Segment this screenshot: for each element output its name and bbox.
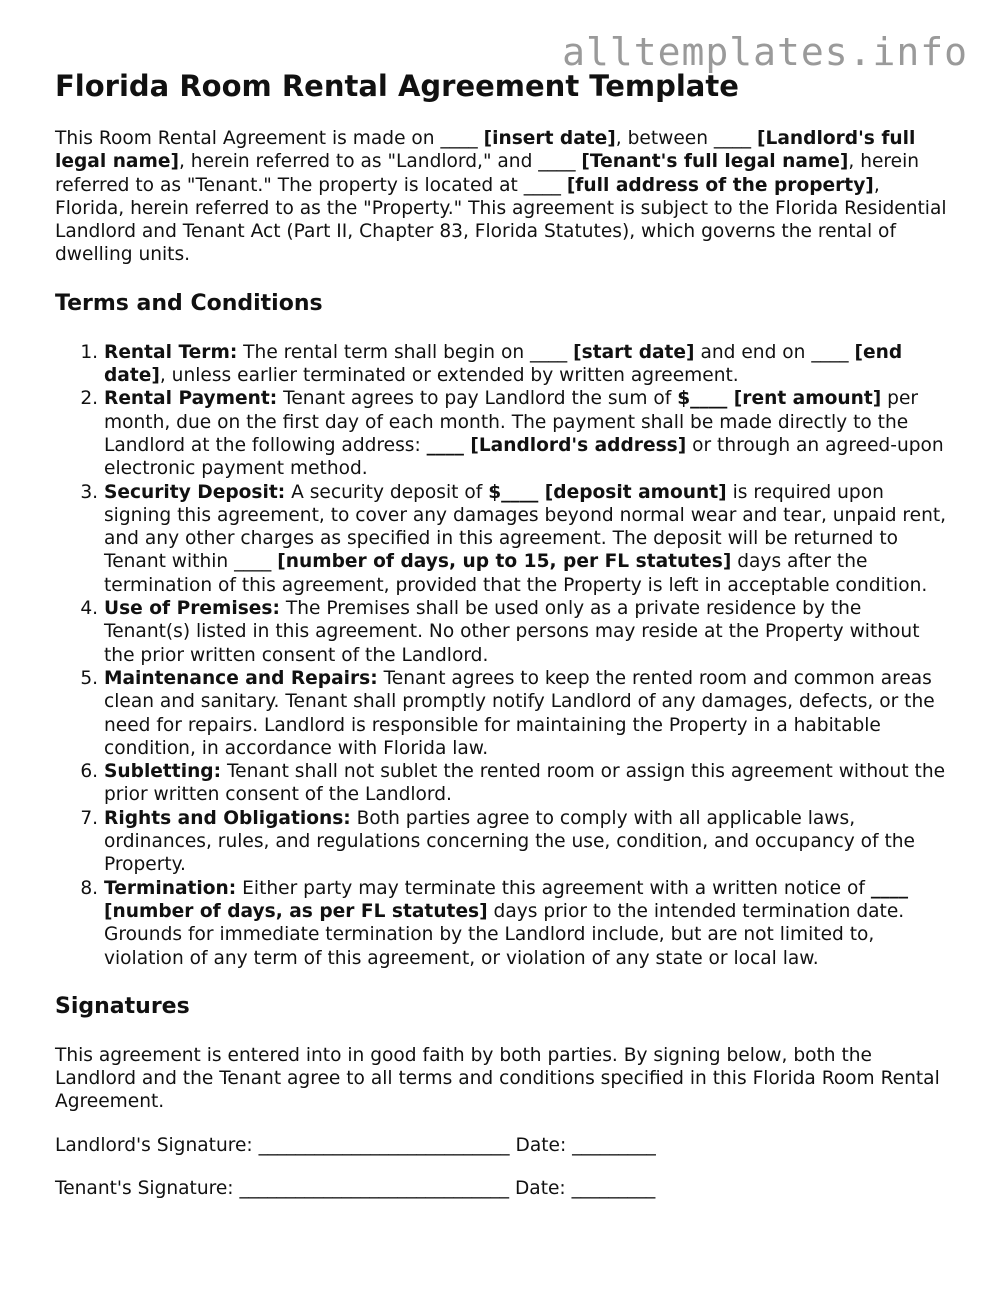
placeholder-deposit-amount: $____ [deposit amount]	[488, 481, 727, 503]
terms-heading: Terms and Conditions	[55, 290, 323, 316]
term-text: A security deposit of	[285, 481, 489, 503]
document-page	[55, 66, 950, 1200]
placeholder-tenant-name: [Tenant's full legal name]	[581, 151, 849, 173]
tenant-signature-line: Tenant's Signature: _____________________________ Date: _________	[55, 1177, 656, 1199]
term-text: The rental term shall begin on ____	[237, 341, 574, 363]
placeholder-landlord-name: [Landlord's full legal name]	[55, 128, 916, 173]
intro-text: This Room Rental Agreement is made on ____	[55, 128, 484, 149]
placeholder-insert-date: [insert date]	[483, 128, 616, 149]
term-text: is required upon signing this agreement, to cover any damages beyond normal wear and tear, unpaid rent, and any other charges as specified in this agreement. The deposit will be returned to Tenant within ____	[104, 481, 947, 573]
placeholder-landlord-address: ____ [Landlord's address]	[426, 434, 687, 456]
term-rights-obligations	[104, 807, 950, 877]
placeholder-property-address: [full address of the property]	[566, 174, 874, 196]
term-text: per month, due on the first day of each month. The payment shall be made directly to the Landlord at the following address:	[104, 388, 919, 456]
term-text: days after the termination of this agreement, provided that the Property is left in acceptable condition.	[104, 551, 928, 596]
term-text: , unless earlier terminated or extended by written agreement.	[159, 365, 739, 387]
term-text: The Premises shall be used only as a private residence by the Tenant(s) listed in this agreement. No other persons may reside at the Property without the prior written consent of the Landlord.	[104, 598, 920, 666]
placeholder-notice-days: ____ [number of days, as per FL statutes]	[104, 877, 909, 922]
terms-list	[55, 341, 950, 970]
term-text: or through an agreed-upon electronic payment method.	[104, 434, 944, 480]
term-rental-term	[104, 341, 950, 388]
placeholder-start-date: [start date]	[573, 341, 695, 363]
signatures-paragraph: This agreement is entered into in good faith by both parties. By signing below, both the Landlord and the Tenant agree to all terms and conditions specified in this Florida Room Rental Agreement.	[55, 1044, 940, 1113]
term-text: and end on ____	[694, 341, 855, 363]
term-label: Rights and Obligations:	[104, 807, 351, 829]
intro-text: , between ____	[615, 128, 758, 149]
intro-text: , herein referred to as "Tenant." The property is located at ____	[55, 151, 920, 196]
term-text: days prior to the intended termination date. Grounds for immediate termination by the Landlord include, but are not limited to, violation of any term of this agreement, or violation of any state or local law.	[104, 900, 905, 969]
term-security-deposit	[104, 481, 950, 597]
landlord-signature-line: Landlord's Signature: ___________________________ Date: _________	[55, 1134, 656, 1156]
term-label: Rental Payment:	[104, 388, 278, 410]
term-label: Termination:	[104, 877, 237, 899]
term-label: Subletting:	[104, 761, 222, 783]
intro-paragraph	[55, 127, 950, 267]
term-text: Both parties agree to comply with all applicable laws, ordinances, rules, and regulations concerning the use, condition, and occupancy of the Property.	[104, 807, 915, 876]
intro-text: , herein referred to as "Landlord," and ____	[178, 151, 582, 173]
term-text: Tenant shall not sublet the rented room or assign this agreement without the prior written consent of the Landlord.	[104, 761, 946, 806]
term-label: Maintenance and Repairs:	[104, 667, 378, 689]
placeholder-end-date: [end date]	[104, 341, 903, 387]
watermark: alltemplates.info	[562, 30, 968, 74]
term-termination	[104, 877, 950, 970]
signatures-heading: Signatures	[55, 993, 190, 1019]
term-rental-payment	[104, 387, 950, 480]
placeholder-return-days: [number of days, up to 15, per FL statutes]	[277, 551, 732, 573]
document-title: Florida Room Rental Agreement Template	[55, 69, 739, 103]
term-subletting	[104, 760, 950, 807]
placeholder-rent-amount: $____ [rent amount]	[677, 388, 882, 410]
term-text: Tenant agrees to pay Landlord the sum of	[277, 388, 678, 410]
term-label: Rental Term:	[104, 341, 238, 363]
term-text: Either party may terminate this agreement with a written notice of	[236, 877, 871, 899]
term-maintenance-repairs	[104, 667, 950, 760]
term-label: Use of Premises:	[104, 598, 280, 620]
term-use-of-premises	[104, 597, 950, 667]
term-text: Tenant agrees to keep the rented room and common areas clean and sanitary. Tenant shall promptly notify Landlord of any damages, defects, or the need for repairs. Landlord is responsible for maintaining the Property in a habitable condition, in accordance with Florida law.	[104, 667, 935, 759]
intro-text: , Florida, herein referred to as the "Property." This agreement is subject to the Florida Residential Landlord and Tenant Act (Part II, Chapter 83, Florida Statutes), which governs the rental of dwelling units.	[55, 174, 947, 266]
term-label: Security Deposit:	[104, 481, 286, 503]
